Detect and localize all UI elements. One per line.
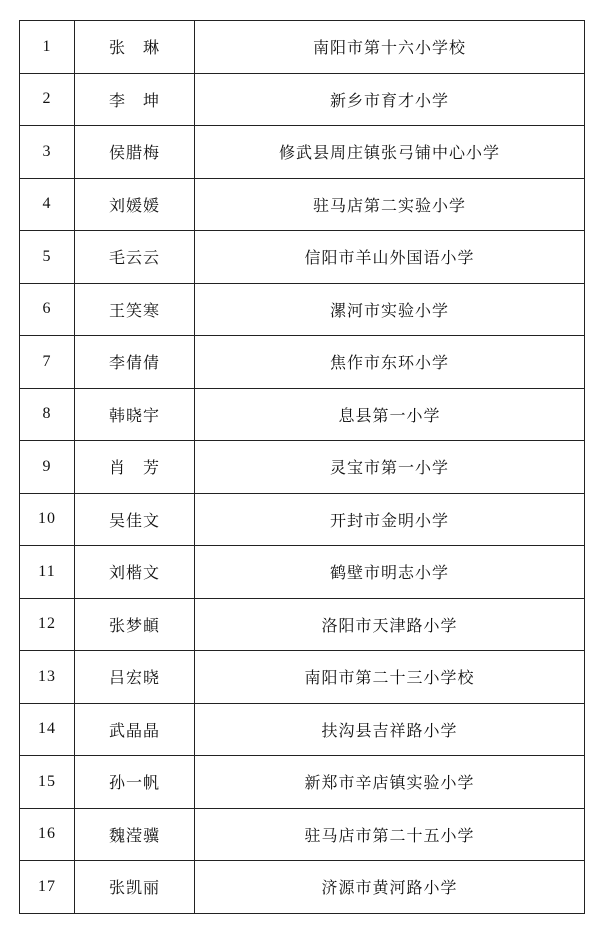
- person-name: 韩晓宇: [75, 388, 195, 441]
- table-row: [20, 703, 585, 756]
- table-row: [20, 651, 585, 704]
- school-name: 开封市金明小学: [195, 493, 585, 546]
- row-number: 14: [20, 703, 75, 756]
- school-name: 南阳市第二十三小学校: [195, 651, 585, 704]
- row-number: 6: [20, 283, 75, 336]
- table-row: [20, 598, 585, 651]
- school-name: 息县第一小学: [195, 388, 585, 441]
- school-name: 新郑市辛店镇实验小学: [195, 756, 585, 809]
- school-name: 驻马店市第二十五小学: [195, 808, 585, 861]
- row-number: 12: [20, 598, 75, 651]
- table-row: [20, 808, 585, 861]
- row-number: 8: [20, 388, 75, 441]
- table-row: [20, 756, 585, 809]
- table-row: [20, 21, 585, 74]
- school-name: 新乡市育才小学: [195, 73, 585, 126]
- school-name: 济源市黄河路小学: [195, 861, 585, 914]
- roster-table: [19, 20, 585, 914]
- row-number: 4: [20, 178, 75, 231]
- table-row: [20, 231, 585, 284]
- table-row: [20, 441, 585, 494]
- table-row: [20, 73, 585, 126]
- school-name: 修武县周庄镇张弓铺中心小学: [195, 126, 585, 179]
- roster-body: [20, 21, 585, 914]
- row-number: 2: [20, 73, 75, 126]
- school-name: 洛阳市天津路小学: [195, 598, 585, 651]
- person-name: 李倩倩: [75, 336, 195, 389]
- person-name: 吕宏晓: [75, 651, 195, 704]
- person-name: 孙一帆: [75, 756, 195, 809]
- school-name: 灵宝市第一小学: [195, 441, 585, 494]
- school-name: 驻马店第二实验小学: [195, 178, 585, 231]
- person-name: 张凯丽: [75, 861, 195, 914]
- school-name: 扶沟县吉祥路小学: [195, 703, 585, 756]
- school-name: 漯河市实验小学: [195, 283, 585, 336]
- row-number: 1: [20, 21, 75, 74]
- row-number: 17: [20, 861, 75, 914]
- person-name: 王笑寒: [75, 283, 195, 336]
- person-name: 武晶晶: [75, 703, 195, 756]
- table-row: [20, 126, 585, 179]
- row-number: 5: [20, 231, 75, 284]
- school-name: 焦作市东环小学: [195, 336, 585, 389]
- person-name: 刘楷文: [75, 546, 195, 599]
- row-number: 13: [20, 651, 75, 704]
- row-number: 10: [20, 493, 75, 546]
- table-row: [20, 178, 585, 231]
- row-number: 16: [20, 808, 75, 861]
- table-row: [20, 861, 585, 914]
- person-name: 李 坤: [75, 73, 195, 126]
- row-number: 9: [20, 441, 75, 494]
- row-number: 7: [20, 336, 75, 389]
- person-name: 吴佳文: [75, 493, 195, 546]
- table-row: [20, 493, 585, 546]
- table-row: [20, 546, 585, 599]
- table-row: [20, 388, 585, 441]
- person-name: 毛云云: [75, 231, 195, 284]
- school-name: 信阳市羊山外国语小学: [195, 231, 585, 284]
- person-name: 侯腊梅: [75, 126, 195, 179]
- person-name: 魏滢骥: [75, 808, 195, 861]
- school-name: 南阳市第十六小学校: [195, 21, 585, 74]
- person-name: 张梦頔: [75, 598, 195, 651]
- table-row: [20, 336, 585, 389]
- person-name: 肖 芳: [75, 441, 195, 494]
- table-row: [20, 283, 585, 336]
- row-number: 3: [20, 126, 75, 179]
- row-number: 15: [20, 756, 75, 809]
- row-number: 11: [20, 546, 75, 599]
- person-name: 张 琳: [75, 21, 195, 74]
- school-name: 鹤壁市明志小学: [195, 546, 585, 599]
- person-name: 刘媛媛: [75, 178, 195, 231]
